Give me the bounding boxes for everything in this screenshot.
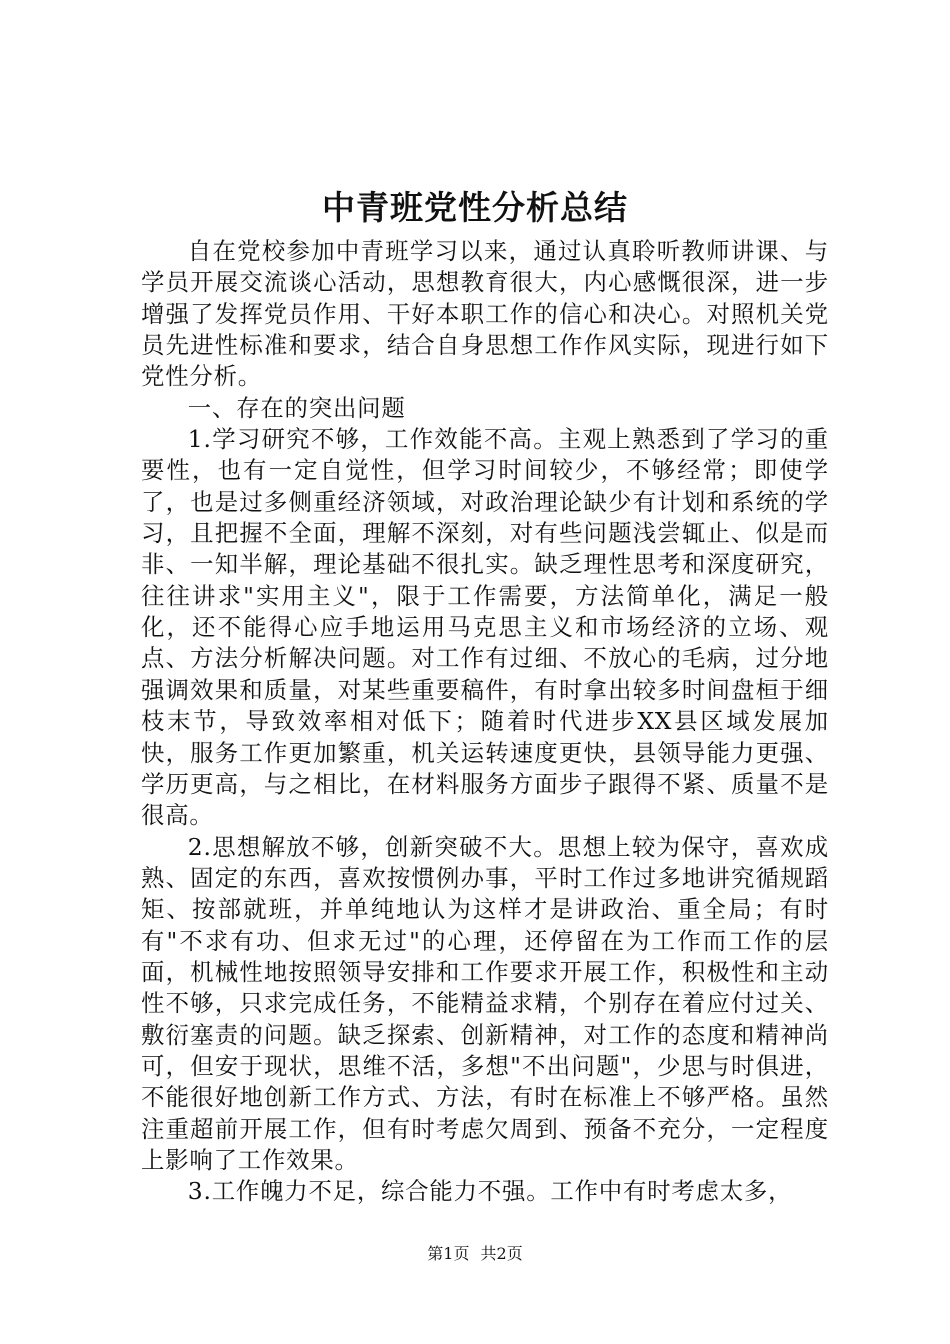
item-3-paragraph: 3.工作魄力不足，综合能力不强。工作中有时考虑太多， — [187, 1177, 793, 1206]
page-footer — [0, 1243, 950, 1265]
section-heading: 一、存在的突出问题 — [187, 393, 406, 422]
intro-paragraph: 自在党校参加中青班学习以来，通过认真聆听教师讲课、与学员开展交流谈心活动，思想教育很大，内心感慨很深，进一步增强了发挥党员作用、干好本职工作的信心和决心。对照机关党员先进性标准和要求，结合自身思想工作作风实际，现进行如下党性分析。 — [141, 237, 829, 391]
page-number: 第1页 — [427, 1244, 470, 1263]
page-total: 共2页 — [480, 1244, 523, 1263]
document-title: 中青班党性分析总结 — [322, 188, 628, 227]
document-body — [141, 236, 829, 1208]
item-1-paragraph: 1.学习研究不够，工作效能不高。主观上熟悉到了学习的重要性，也有一定自觉性，但学习时间较少，不够经常；即使学了，也是过多侧重经济领域，对政治理论缺少有计划和系统的学习，且把握不全面，理解不深刻，对有些问题浅尝辄止、似是而非、一知半解，理论基础不很扎实。缺乏理性思考和深度研究，往往讲求"实用主义"，限于工作需要，方法简单化，满足一般化，还不能得心应手地运用马克思主义和市场经济的立场、观点、方法分析解决问题。对工作有过细、不放心的毛病，过分地强调效果和质量，对某些重要稿件，有时拿出较多时间盘桓于细枝末节，导致效率相对低下；随着时代进步XX县区域发展加快，服务工作更加繁重，机关运转速度更快，县领导能力更强、学历更高，与之相比，在材料服务方面步子跟得不紧、质量不是很高。 — [141, 425, 829, 830]
item-2-paragraph: 2.思想解放不够，创新突破不大。思想上较为保守，喜欢成熟、固定的东西，喜欢按惯例办事，平时工作过多地讲究循规蹈矩、按部就班，并单纯地认为这样才是讲政治、重全局；有时有"不求有功、但求无过"的心理，还停留在为工作而工作的层面，机械性地按照领导安排和工作要求开展工作，积极性和主动性不够，只求完成任务，不能精益求精，个别存在着应付过关、敷衍塞责的问题。缺乏探索、创新精神，对工作的态度和精神尚可，但安于现状，思维不活，多想"不出问题"，少思与时俱进，不能很好地创新工作方式、方法，有时在标准上不够严格。虽然注重超前开展工作，但有时考虑欠周到、预备不充分，一定程度上影响了工作效果。 — [141, 832, 829, 1174]
